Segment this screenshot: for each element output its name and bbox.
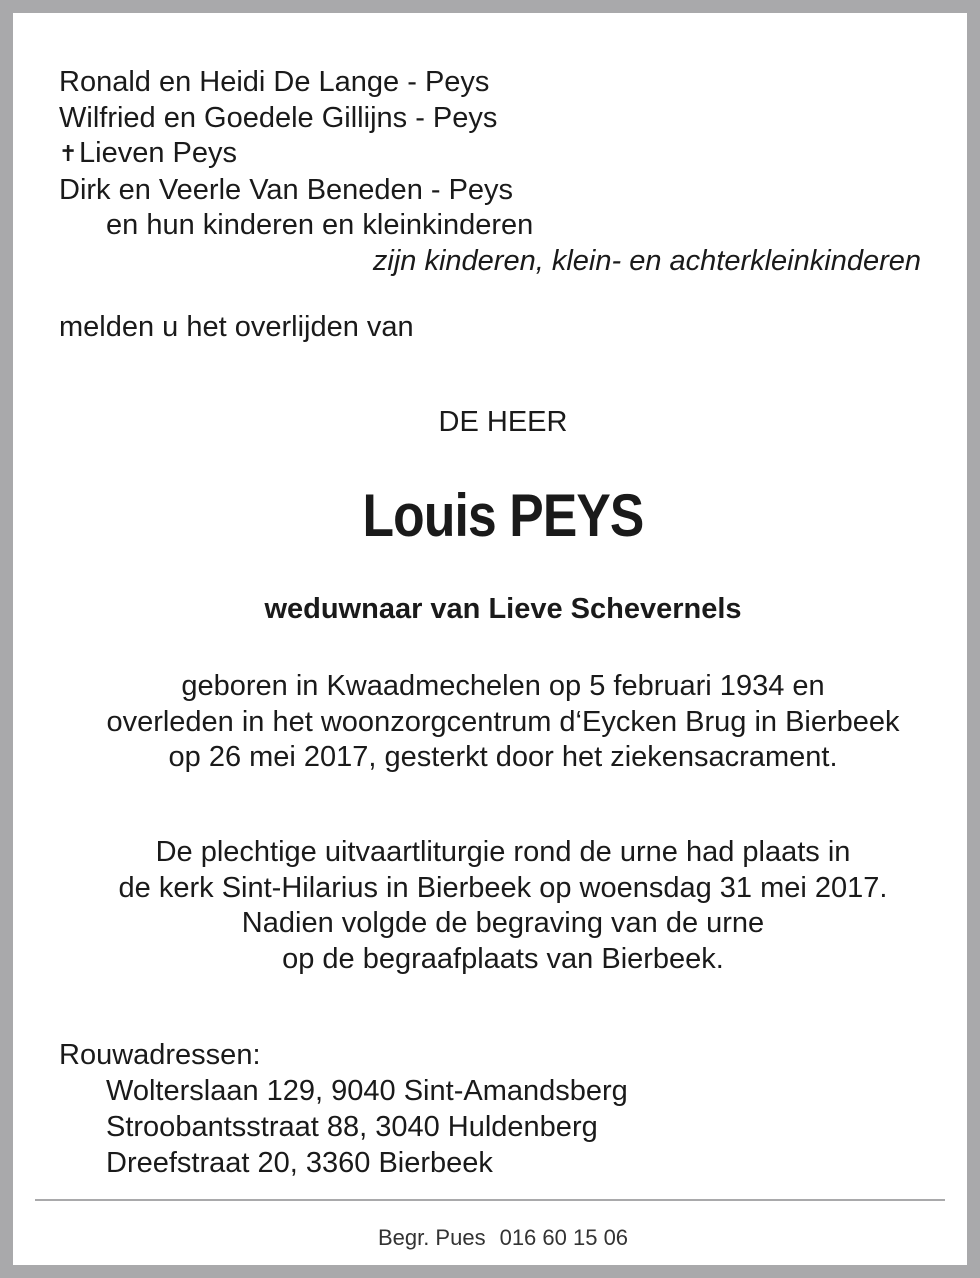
detail-line: geboren in Kwaadmechelen op 5 februari 1934 en — [181, 670, 825, 702]
family-line: Ronald en Heidi De Lange - Peys — [59, 66, 490, 98]
address-item: Wolterslaan 129, 9040 Sint-Amandsberg — [106, 1075, 628, 1107]
widower-text: weduwnaar van Lieve Schevernels — [264, 593, 742, 625]
detail-line: op 26 mei 2017, gesterkt door het ziekensacrament. — [168, 741, 838, 773]
cross-icon: ✝ — [59, 141, 78, 166]
detail-line: overleden in het woonzorgcentrum d‘Eycken Brug in Bierbeek — [106, 705, 900, 738]
detail-line: de kerk Sint-Hilarius in Bierbeek op woensdag 31 mei 2017. — [118, 871, 888, 904]
detail-line: op de begraafplaats van Bierbeek. — [282, 942, 724, 975]
detail-line: Nadien volgde de begraving van de urne — [241, 907, 765, 939]
title-text: DE HEER — [438, 406, 568, 438]
family-line-descendants: zijn kinderen, klein- en achterkleinkinderen — [372, 244, 921, 277]
family-line: Dirk en Veerle Van Beneden - Peys — [59, 173, 514, 206]
family-line: Wilfried en Goedele Gillijns - Peys — [59, 101, 498, 134]
family-list — [59, 65, 939, 279]
mourning-addresses — [59, 1037, 628, 1181]
detail-line: De plechtige uitvaartliturgie rond de urne had plaats in — [155, 836, 851, 868]
family-line-deceased — [59, 136, 939, 173]
announcement-text: melden u het overlijden van — [59, 311, 414, 343]
address-item: Stroobantsstraat 88, 3040 Huldenberg — [106, 1111, 598, 1143]
birth-death-details — [26, 669, 980, 776]
deceased-name: Louis PEYS — [362, 482, 644, 549]
funeral-details — [26, 835, 980, 977]
footer-divider — [35, 1199, 945, 1201]
address-item: Dreefstraat 20, 3360 Bierbeek — [106, 1147, 493, 1179]
undertaker-phone: 016 60 15 06 — [499, 1225, 629, 1250]
undertaker-name: Begr. Pues — [377, 1225, 486, 1250]
family-line-text: Lieven Peys — [79, 137, 237, 169]
footer-undertaker — [26, 1225, 980, 1251]
addresses-heading: Rouwadressen: — [59, 1039, 261, 1071]
family-line: en hun kinderen en kleinkinderen — [106, 209, 534, 241]
